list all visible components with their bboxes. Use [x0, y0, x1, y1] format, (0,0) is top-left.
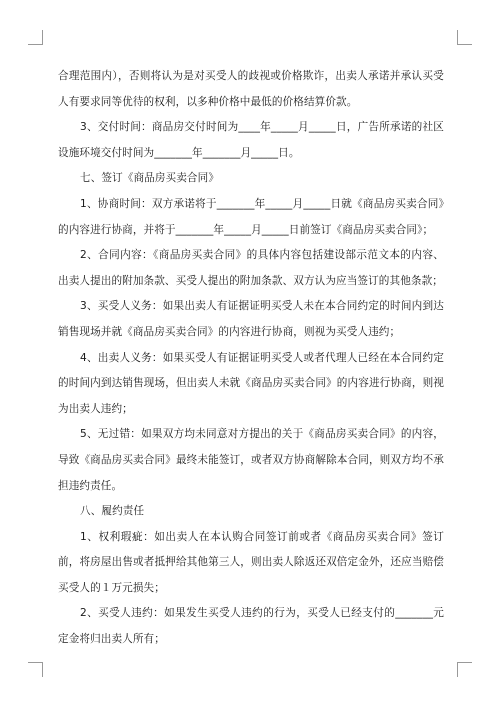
paragraph-7-4-seller-obligation: 4、出卖人义务：如果买受人有证据证明买受人或者代理人已经在本合同约定的时间内到达销售现场，但出卖人未就《商品房买卖合同》的内容进行协商，则视为出卖人违约；: [58, 351, 444, 415]
paragraph-continued: 合理范围内），否则将认为是对买受人的歧视或价格欺诈，出卖人承诺并承认买受人有要求同等优待的权利，以多种价格中最低的价格结算价款。: [58, 70, 444, 108]
paragraph-7-2-contract-content: 2、合同内容：《商品房买卖合同》的具体内容包括建设部示范文本的内容、出卖人提出的附加条款、买受人提出的附加条款、双方认为应当签订的其他条款；: [58, 249, 444, 287]
paragraph-delivery-time: 3、交付时间：商品房交付时间为____年_____月_____日，广告所承诺的社区设施环境交付时间为_______年_______月_____日。: [58, 121, 444, 159]
section-heading-7: 七、签订《商品房买卖合同》: [80, 172, 220, 185]
crop-mark-bottom-left: [28, 662, 43, 677]
paragraph-7-3-buyer-obligation: 3、买受人义务：如果出卖人有证据证明买受人未在本合同约定的时间内到达销售现场并就《商品房买卖合同》的内容进行协商，则视为买受人违约；: [58, 300, 444, 338]
paragraph-8-1-title-defect: 1、权利瑕疵：如出卖人在本认购合同签订前或者《商品房买卖合同》签订前，将房屋出售或者抵押给其他第三人，则出卖人除返还双倍定金外，还应当赔偿买受人的１万元损失；: [58, 530, 444, 594]
document-body: [58, 64, 444, 653]
section-heading-8: 八、履约责任: [80, 505, 145, 518]
crop-mark-top-right: [457, 30, 472, 45]
crop-mark-bottom-right: [457, 662, 472, 677]
crop-mark-top-left: [28, 30, 43, 45]
paragraph-8-2-buyer-default: 2、买受人违约：如果发生买受人违约的行为，买受人已经支付的_______元定金将归出卖人所有；: [58, 607, 444, 646]
paragraph-7-5-no-fault: 5、无过错：如果双方均未同意对方提出的关于《商品房买卖合同》的内容，导致《商品房买卖合同》最终未能签订，或者双方协商解除本合同，则双方均不承担违约责任。: [58, 428, 444, 492]
paragraph-7-1-negotiation-time: 1、协商时间：双方承诺将于_______年_____月_____日就《商品房买卖合同》的内容进行协商，并将于_______年_____月_____日前签订《商品房买卖合同》；: [58, 197, 444, 236]
